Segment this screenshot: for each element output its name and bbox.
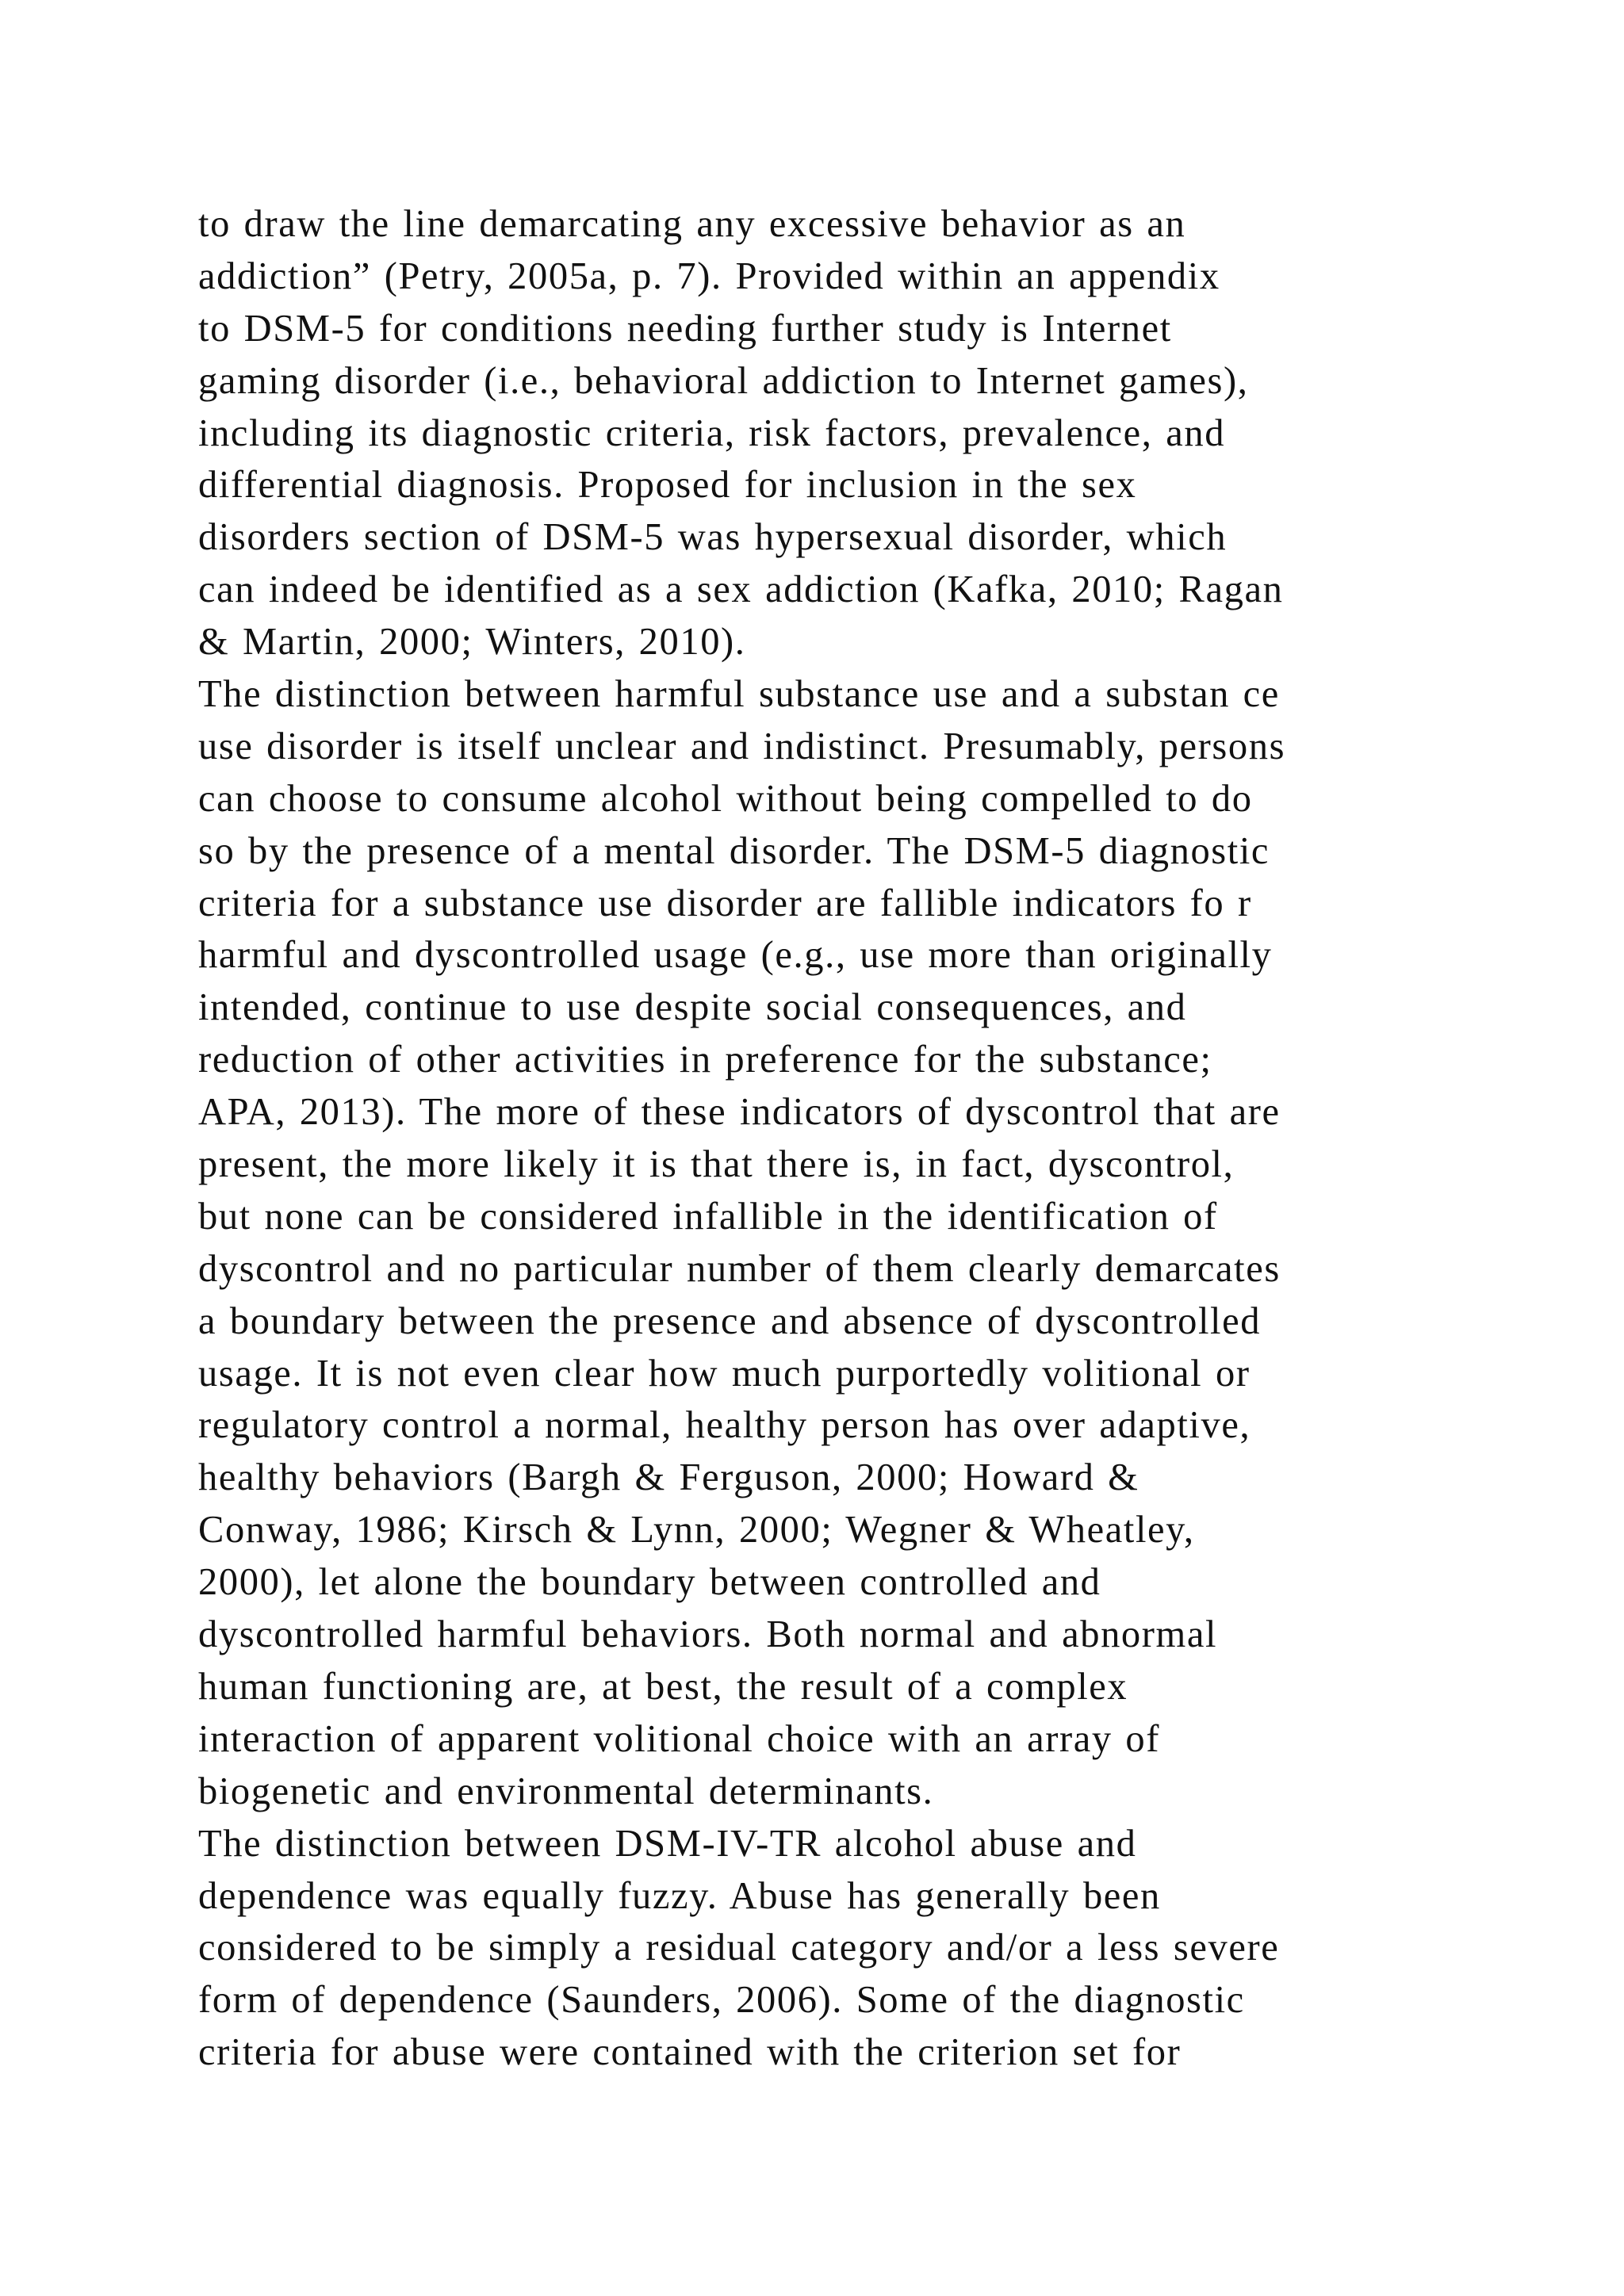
text-line: regulatory control a normal, healthy person has over adaptive, — [198, 1404, 1251, 1447]
text-line: form of dependence (Saunders, 2006). Some of the diagnostic — [198, 1979, 1245, 2022]
text-line: & Martin, 2000; Winters, 2010). — [198, 621, 746, 664]
text-line: use disorder is itself unclear and indistinct. Presumably, persons — [198, 725, 1286, 767]
text-line: criteria for a substance use disorder are fallible indicators fo r — [198, 882, 1252, 924]
text-line: criteria for abuse were contained with the criterion set for — [198, 2031, 1182, 2074]
text-line: human functioning are, at best, the result of a complex — [198, 1665, 1128, 1708]
text-line: but none can be considered infallible in the identification of — [198, 1195, 1218, 1238]
text-line: can choose to consume alcohol without being compelled to do — [198, 777, 1253, 820]
text-line: harmful and dyscontrolled usage (e.g., use more than originally — [198, 934, 1273, 977]
text-line: present, the more likely it is that there is, in fact, dyscontrol, — [198, 1143, 1235, 1186]
text-line: reduction of other activities in preference for the substance; — [198, 1039, 1212, 1081]
text-line: healthy behaviors (Bargh & Ferguson, 2000; Howard & — [198, 1456, 1139, 1499]
text-line: differential diagnosis. Proposed for inclusion in the sex — [198, 464, 1137, 507]
text-line: The distinction between harmful substance use and a substan ce — [198, 673, 1280, 716]
text-line: gaming disorder (i.e., behavioral addiction to Internet games), — [198, 359, 1249, 402]
text-line: biogenetic and environmental determinants. — [198, 1770, 934, 1812]
text-line: 2000), let alone the boundary between controlled and — [198, 1561, 1101, 1604]
body-text — [198, 198, 1507, 2079]
text-line: can indeed be identified as a sex addiction (Kafka, 2010; Ragan — [198, 568, 1284, 611]
text-line: usage. It is not even clear how much purportedly volitional or — [198, 1352, 1251, 1395]
text-line: The distinction between DSM-IV-TR alcohol abuse and — [198, 1822, 1137, 1865]
text-line: so by the presence of a mental disorder. The DSM-5 diagnostic — [198, 829, 1270, 872]
text-line: dyscontrol and no particular number of them clearly demarcates — [198, 1247, 1281, 1290]
text-line: dependence was equally fuzzy. Abuse has generally been — [198, 1874, 1161, 1917]
text-line: to draw the line demarcating any excessive behavior as an — [198, 203, 1186, 245]
text-line: considered to be simply a residual category and/or a less severe — [198, 1927, 1280, 1969]
text-line: to DSM-5 for conditions needing further study is Internet — [198, 307, 1172, 350]
text-line: APA, 2013). The more of these indicators of dyscontrol that are — [198, 1091, 1281, 1134]
text-line: addiction” (Petry, 2005a, p. 7). Provided within an appendix — [198, 254, 1220, 297]
text-line: intended, continue to use despite social consequences, and — [198, 986, 1187, 1029]
text-line: disorders section of DSM-5 was hypersexual disorder, which — [198, 516, 1228, 559]
text-line: a boundary between the presence and absence of dyscontrolled — [198, 1299, 1262, 1342]
text-line: interaction of apparent volitional choice with an array of — [198, 1717, 1160, 1760]
text-line: including its diagnostic criteria, risk factors, prevalence, and — [198, 411, 1226, 454]
text-line: Conway, 1986; Kirsch & Lynn, 2000; Wegner & Wheatley, — [198, 1509, 1195, 1552]
text-line: dyscontrolled harmful behaviors. Both normal and abnormal — [198, 1613, 1218, 1656]
